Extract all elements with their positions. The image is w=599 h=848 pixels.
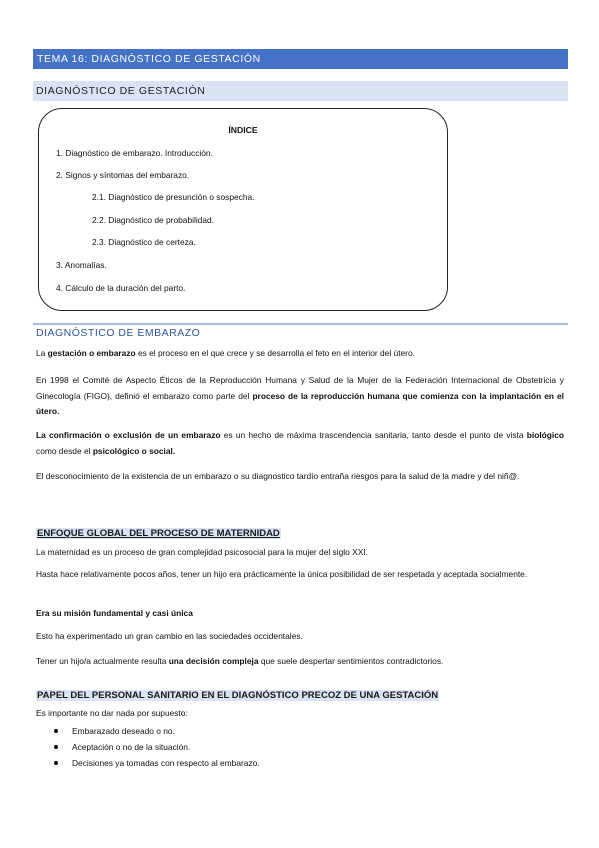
index-item: 2. Signos y síntomas del embarazo.	[56, 170, 190, 180]
paragraph: Esto ha experimentado un gran cambio en las sociedades occidentales.	[36, 631, 303, 641]
index-subitem: 2.3. Diagnóstico de certeza.	[92, 237, 196, 247]
paragraph: El desconocimiento de la existencia de un embarazo o su diagnostico tardío entraña riesgos para la salud de la madre y del niñ@.	[36, 471, 520, 481]
section-title: DIAGNÓSTICO DE GESTACIÓN	[36, 85, 206, 97]
index-item: 1. Diagnóstico de embarazo. Introducción.	[56, 148, 213, 158]
index-box	[38, 108, 448, 311]
paragraph: La confirmación o exclusión de un embarazo es un hecho de máxima trascendencia sanitaria, tanto desde el punto de vista biológico como desde el psicológico o social.	[36, 430, 565, 456]
bullet-icon	[54, 761, 58, 765]
paragraph-bold: Era su misión fundamental y casi única	[36, 608, 193, 618]
bullet-icon	[54, 729, 58, 733]
paragraph: En 1998 el Comité de Aspecto Éticos de la Reproducción Humana y Salud de la Mujer de la Federación Internacional de Obstetricia y Ginecología (FIGO), definió el embarazo como parte del proceso de la reproducción humana que comienza con la implantación en el útero.	[36, 375, 564, 416]
topic-title: TEMA 16: DIAGNÓSTICO DE GESTACIÓN	[37, 53, 261, 65]
paragraph: Tener un hijo/a actualmente resulta una decisión compleja que suele despertar sentimientos contradictorios.	[36, 656, 444, 666]
paragraph: Hasta hace relativamente pocos años, tener un hijo era prácticamente la única posibilidad de ser respetada y aceptada socialmente.	[36, 569, 528, 579]
index-subitem: 2.2. Diagnóstico de probabilidad.	[92, 215, 214, 225]
bullet-icon	[54, 745, 58, 749]
paragraph: La maternidad es un proceso de gran complejidad psicosocial para la mujer del siglo XXI.	[36, 547, 368, 557]
section-title-bar	[33, 81, 568, 101]
heading-diagnostico-embarazo: DIAGNÓSTICO DE EMBARAZO	[36, 327, 201, 339]
topic-title-bar	[33, 49, 568, 69]
heading-enfoque-global: ENFOQUE GLOBAL DEL PROCESO DE MATERNIDAD	[37, 528, 280, 539]
paragraph: Es importante no dar nada por supuesto:	[36, 708, 188, 718]
bullet-list	[50, 724, 260, 772]
list-item: Decisiones ya tomadas con respecto al embarazo.	[50, 756, 260, 772]
index-title: ÍNDICE	[228, 125, 258, 135]
section-divider	[33, 323, 568, 325]
list-item: Embarazado deseado o no.	[50, 724, 260, 740]
index-item: 3. Anomalías.	[56, 260, 107, 270]
index-subitem: 2.1. Diagnóstico de presunción o sospecha.	[92, 192, 255, 202]
paragraph: La gestación o embarazo es el proceso en el que crece y se desarrolla el feto en el interior del útero.	[36, 348, 415, 358]
heading-papel-personal: PAPEL DEL PERSONAL SANITARIO EN EL DIAGNÓSTICO PRECOZ DE UNA GESTACIÓN	[37, 690, 439, 701]
list-item: Aceptación o no de la situación.	[50, 740, 260, 756]
index-item: 4. Cálculo de la duración del parto.	[56, 283, 186, 293]
